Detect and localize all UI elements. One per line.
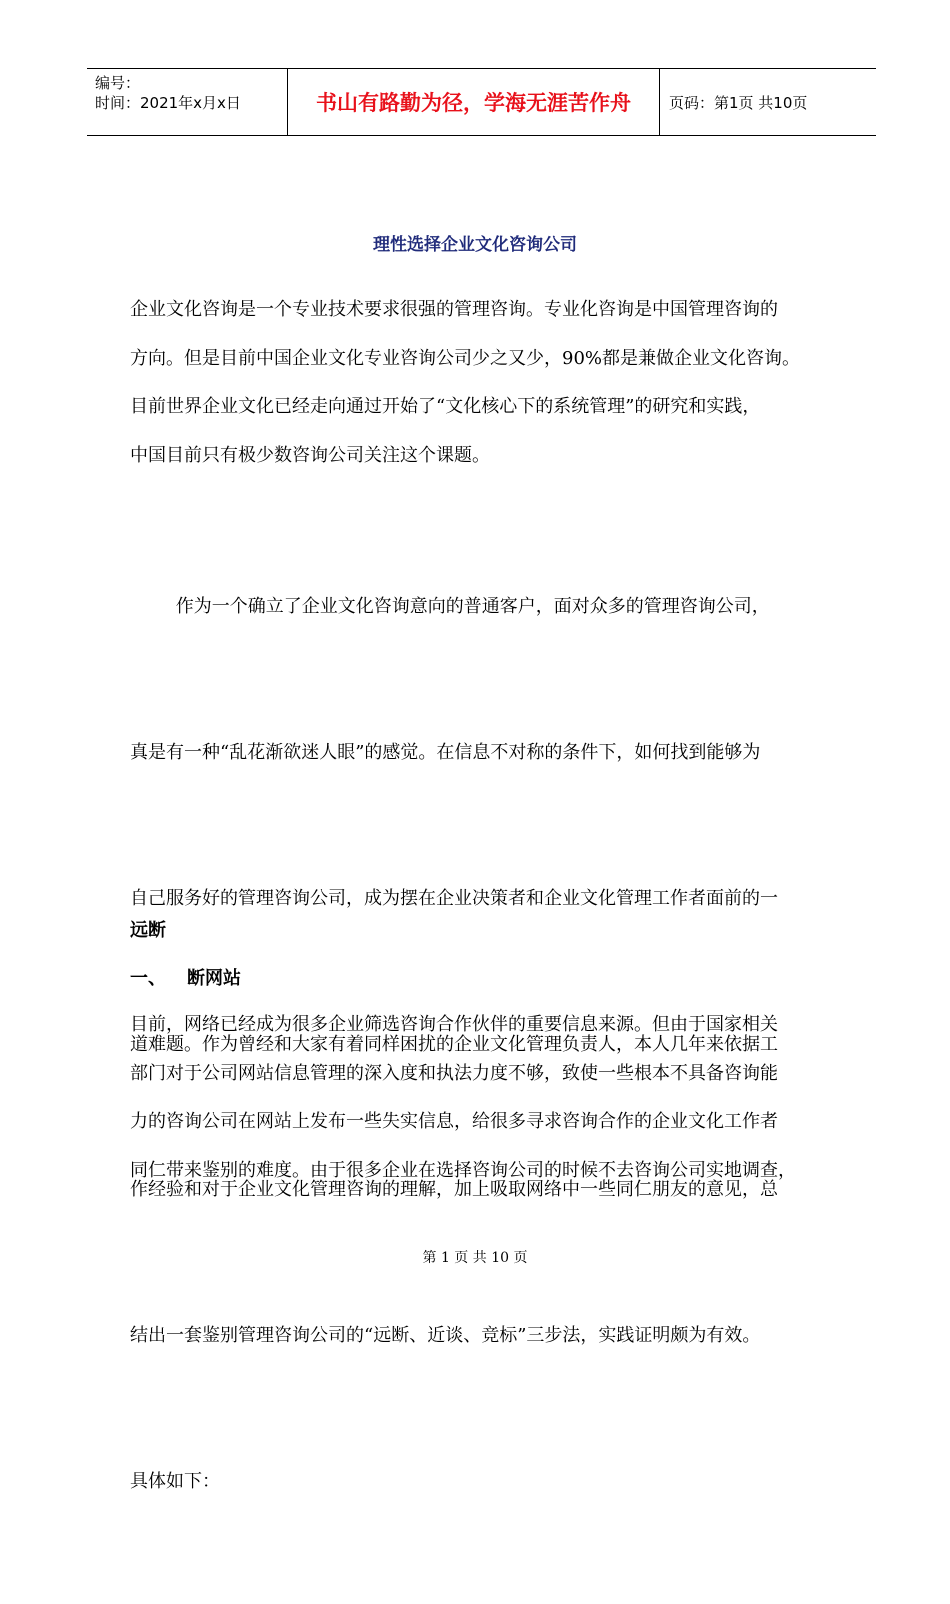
serial-label: 编号：: [95, 74, 141, 92]
paragraph-line: 同仁带来鉴别的难度。由于很多企业在选择咨询公司的时候不去咨询公司实地调查，: [130, 1159, 796, 1181]
paragraph-line: 结出一套鉴别管理咨询公司的“远断、近谈、竞标”三步法，实践证明颇为有效。: [130, 1325, 761, 1347]
paragraph-line: 道难题。作为曾经和大家有着同样困扰的企业文化管理负责人，本人几年来依据工: [130, 1033, 778, 1055]
header-motto: 书山有路勤为径，学海无涯苦作舟: [287, 69, 660, 135]
paragraph-line: 部门对于公司网站信息管理的深入度和执法力度不够，致使一些根本不具备咨询能: [130, 1062, 778, 1084]
paragraph-line: 中国目前只有极少数咨询公司关注这个课题。: [130, 444, 490, 466]
paragraph-line: 真是有一种“乱花渐欲迷人眼”的感觉。在信息不对称的条件下，如何找到能够为: [130, 741, 761, 763]
paragraph-line: 目前世界企业文化已经走向通过开始了“文化核心下的系统管理”的研究和实践，: [130, 396, 761, 418]
paragraph-3: [130, 1001, 825, 1195]
subsection-title: 断网站: [187, 968, 241, 989]
paragraph-1: [130, 286, 825, 480]
paragraph-line: 企业文化咨询是一个专业技术要求很强的管理咨询。专业化咨询是中国管理咨询的: [130, 299, 778, 320]
page-header: [87, 68, 876, 136]
paragraph-line: 目前，网络已经成为很多企业筛选咨询合作伙伴的重要信息来源。但由于国家相关: [130, 1014, 778, 1035]
document-title: 理性选择企业文化咨询公司: [373, 235, 577, 255]
header-meta: [87, 69, 287, 135]
header-page-info: 页码：第1页 共10页: [669, 93, 808, 112]
paragraph-line: 作经验和对于企业文化管理咨询的理解，加上吸取网络中一些同仁朋友的意见，总: [130, 1179, 778, 1201]
paragraph-line: 自己服务好的管理咨询公司，成为摆在企业决策者和企业文化管理工作者面前的一: [130, 887, 778, 909]
paragraph-line: 方向。但是目前中国企业文化专业咨询公司少之又少，90%都是兼做企业文化咨询。: [130, 347, 801, 369]
paragraph-line: 具体如下：: [130, 1470, 220, 1492]
paragraph-line: 作为一个确立了企业文化咨询意向的普通客户，面对众多的管理咨询公司，: [130, 596, 770, 618]
subsection-heading: [130, 964, 241, 990]
subsection-number: 一、: [130, 968, 166, 989]
paragraph-line: 力的咨询公司在网站上发布一些失实信息，给很多寻求咨询合作的企业文化工作者: [130, 1111, 778, 1133]
date-label: 时间：2021年x月x日: [95, 94, 241, 112]
page-footer: 第 1 页 共 10 页: [422, 1250, 528, 1266]
section-heading: 远断: [130, 920, 166, 941]
